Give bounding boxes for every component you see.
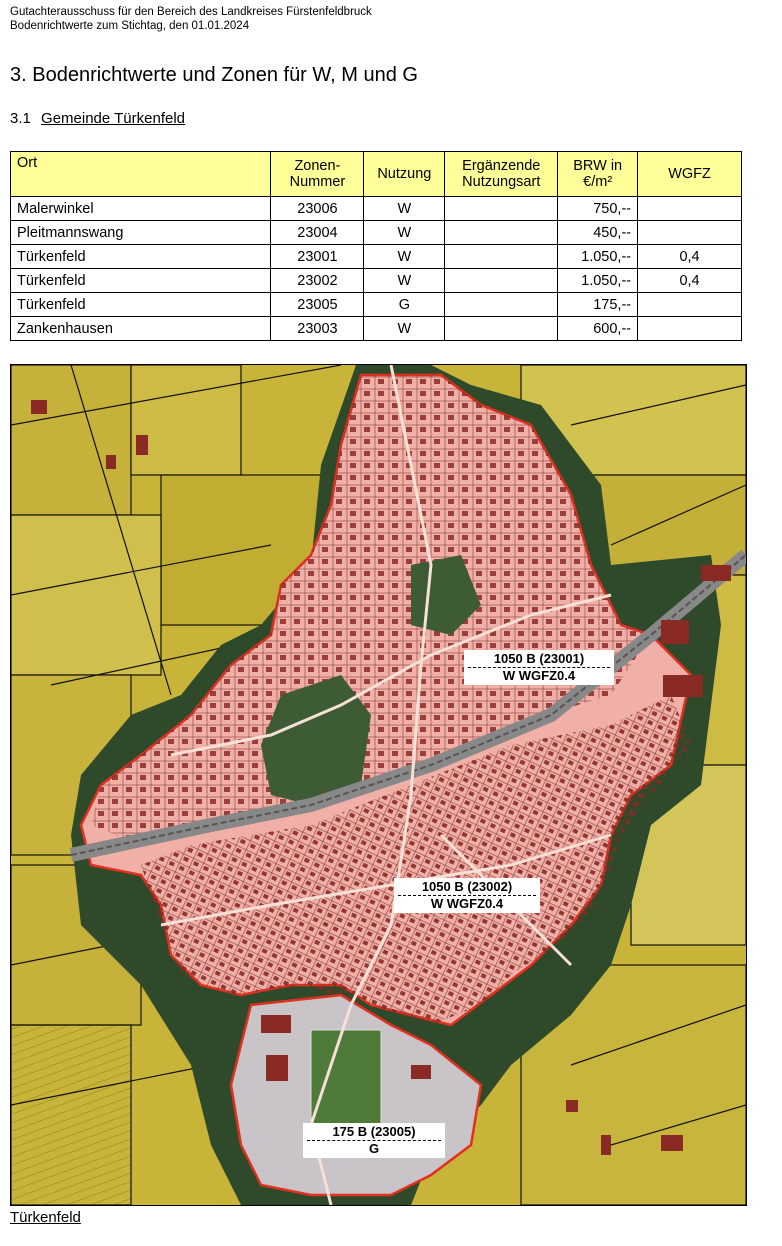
cell-brw: 175,-- xyxy=(558,293,638,317)
cell-ort: Türkenfeld xyxy=(11,245,271,269)
header-nutzung: Nutzung xyxy=(364,152,445,197)
cell-zone: 23004 xyxy=(271,221,364,245)
cell-zone: 23006 xyxy=(271,197,364,221)
zone-label-23001-value: 1050 B (23001) xyxy=(468,651,610,668)
cell-brw: 450,-- xyxy=(558,221,638,245)
cell-zone: 23005 xyxy=(271,293,364,317)
cell-ergaenzende xyxy=(445,197,558,221)
zone-label-23002-usage: W WGFZ0.4 xyxy=(430,896,504,911)
section-number: 3.1 xyxy=(10,110,31,127)
zone-label-23005 xyxy=(303,1123,445,1158)
header-brw: BRW in €/m² xyxy=(558,152,638,197)
page-title: 3. Bodenrichtwerte und Zonen für W, M und G xyxy=(10,64,418,86)
zone-label-23001-usage: W WGFZ0.4 xyxy=(502,668,576,683)
cell-brw: 1.050,-- xyxy=(558,245,638,269)
cell-nutzung: W xyxy=(364,269,445,293)
cell-wgfz: 0,4 xyxy=(638,245,742,269)
table-row xyxy=(11,245,742,269)
section-heading xyxy=(10,110,185,127)
zone-label-23005-value: 175 B (23005) xyxy=(307,1124,441,1141)
header-line-1: Gutachterausschuss für den Bereich des Landkreises Fürstenfeldbruck xyxy=(10,6,372,18)
bodenrichtwert-table xyxy=(10,151,742,341)
header-wgfz: WGFZ xyxy=(638,152,742,197)
cell-ort: Zankenhausen xyxy=(11,317,271,341)
cell-wgfz xyxy=(638,317,742,341)
cell-wgfz xyxy=(638,197,742,221)
header-ort: Ort xyxy=(11,152,271,197)
cell-nutzung: W xyxy=(364,221,445,245)
cell-wgfz xyxy=(638,293,742,317)
header-zone: Zonen- Nummer xyxy=(271,152,364,197)
cell-nutzung: W xyxy=(364,245,445,269)
map-canvas xyxy=(11,365,746,1205)
cell-nutzung: W xyxy=(364,197,445,221)
cell-ort: Malerwinkel xyxy=(11,197,271,221)
cell-ort: Türkenfeld xyxy=(11,269,271,293)
cell-brw: 600,-- xyxy=(558,317,638,341)
section-name: Gemeinde Türkenfeld xyxy=(41,110,186,127)
sports-field xyxy=(311,1030,381,1125)
cell-ergaenzende xyxy=(445,221,558,245)
table-row xyxy=(11,317,742,341)
zone-label-23001 xyxy=(464,650,614,685)
zone-label-23002 xyxy=(394,878,540,913)
cell-wgfz xyxy=(638,221,742,245)
cell-ort: Pleitmannswang xyxy=(11,221,271,245)
cell-zone: 23003 xyxy=(271,317,364,341)
cell-ergaenzende xyxy=(445,245,558,269)
cell-ergaenzende xyxy=(445,269,558,293)
cell-brw: 750,-- xyxy=(558,197,638,221)
cell-ergaenzende xyxy=(445,317,558,341)
table-row xyxy=(11,221,742,245)
cell-ort: Türkenfeld xyxy=(11,293,271,317)
header-ergaenzende: Ergänzende Nutzungsart xyxy=(445,152,558,197)
zone-label-23005-usage: G xyxy=(368,1141,380,1156)
cell-wgfz: 0,4 xyxy=(638,269,742,293)
document-header xyxy=(10,5,372,33)
cell-brw: 1.050,-- xyxy=(558,269,638,293)
cell-ergaenzende xyxy=(445,293,558,317)
cell-nutzung: G xyxy=(364,293,445,317)
table-row xyxy=(11,197,742,221)
cell-zone: 23002 xyxy=(271,269,364,293)
table-header-row xyxy=(11,152,742,197)
header-line-2: Bodenrichtwerte zum Stichtag, den 01.01.2024 xyxy=(10,20,250,32)
zone-map[interactable] xyxy=(10,364,747,1206)
table-row xyxy=(11,269,742,293)
zone-label-23002-value: 1050 B (23002) xyxy=(398,879,536,896)
table-row xyxy=(11,293,742,317)
map-caption: Türkenfeld xyxy=(10,1209,81,1226)
cell-zone: 23001 xyxy=(271,245,364,269)
cell-nutzung: W xyxy=(364,317,445,341)
